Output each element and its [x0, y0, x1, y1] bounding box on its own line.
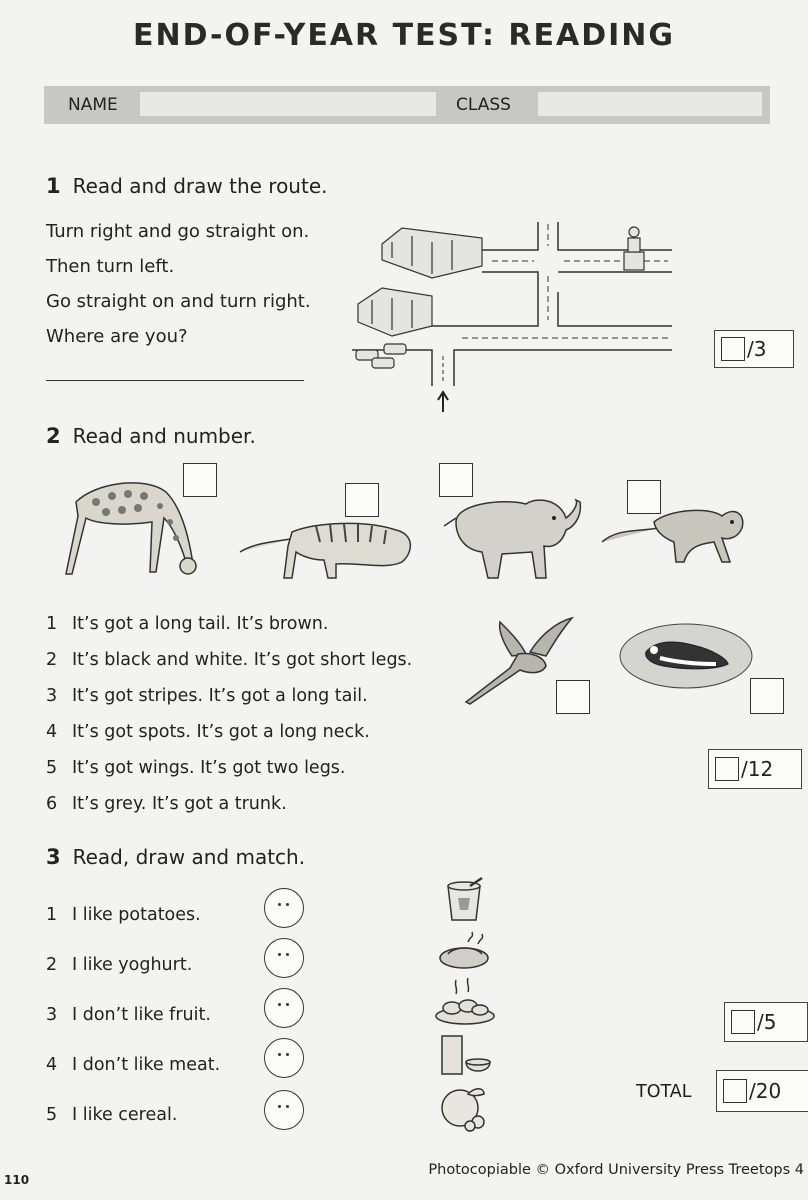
- section3-score-max: /5: [757, 1010, 777, 1034]
- list-item: 3 I don’t like fruit.: [46, 1005, 211, 1025]
- penguin-icon: [616, 618, 756, 692]
- yoghurt-icon: [440, 876, 488, 924]
- section1-heading-text: Read and draw the route.: [72, 174, 328, 198]
- tiger-number-box[interactable]: [345, 483, 379, 517]
- page-number: 110: [4, 1173, 30, 1187]
- total-score-max: /20: [749, 1079, 782, 1103]
- section2-list: [46, 606, 412, 822]
- list-item: 5 I like cereal.: [46, 1105, 178, 1125]
- giraffe-number-box[interactable]: [183, 463, 217, 497]
- score-entry-box[interactable]: [721, 337, 745, 361]
- tiger-icon: [236, 512, 416, 582]
- section3-list: [46, 890, 220, 1140]
- face-to-draw[interactable]: [264, 888, 304, 928]
- elephant-icon: [442, 492, 582, 582]
- section1-score-box[interactable]: [714, 330, 794, 368]
- monkey-number-box[interactable]: [627, 480, 661, 514]
- penguin-number-box[interactable]: [750, 678, 784, 714]
- street-map: [352, 216, 682, 416]
- instruction-line: Then turn left.: [46, 256, 175, 277]
- monkey-icon: [598, 492, 748, 570]
- statue-icon: [624, 227, 644, 270]
- list-item: 1 It’s got a long tail. It’s brown.: [46, 614, 329, 634]
- name-label: NAME: [68, 95, 118, 115]
- list-item: 3 It’s got stripes. It’s got a long tail.: [46, 686, 368, 706]
- section3-number: 3: [46, 845, 61, 869]
- score-entry-box[interactable]: [723, 1079, 747, 1103]
- section3-score-box[interactable]: [724, 1002, 808, 1042]
- list-item: 4 It’s got spots. It’s got a long neck.: [46, 722, 370, 742]
- list-item: 4 I don’t like meat.: [46, 1055, 221, 1075]
- cereal-icon: [438, 1032, 494, 1078]
- copyright-notice: Photocopiable © Oxford University Press Treetops 4: [428, 1162, 804, 1178]
- face-to-draw[interactable]: [264, 938, 304, 978]
- instruction-line: Go straight on and turn right.: [46, 291, 311, 312]
- section2-score-box[interactable]: [708, 749, 802, 789]
- list-item: 6 It’s grey. It’s got a trunk.: [46, 794, 287, 814]
- list-item: 1 I like potatoes.: [46, 905, 201, 925]
- instruction-line: Where are you?: [46, 326, 188, 347]
- cars-icon: [356, 344, 406, 368]
- city-buildings-icon: [358, 228, 482, 336]
- meat-icon: [438, 930, 492, 974]
- list-item: 5 It’s got wings. It’s got two legs.: [46, 758, 346, 778]
- section3-heading-text: Read, draw and match.: [72, 845, 306, 869]
- section2-heading: [46, 424, 256, 448]
- total-label: TOTAL: [636, 1082, 692, 1102]
- section2-number: 2: [46, 424, 61, 448]
- potatoes-icon: [434, 978, 496, 1026]
- list-item: 2 It’s black and white. It’s got short legs.: [46, 650, 413, 670]
- face-to-draw[interactable]: [264, 988, 304, 1028]
- class-field[interactable]: [538, 92, 762, 116]
- section1-instructions: [46, 214, 311, 354]
- section1-score-max: /3: [747, 337, 767, 361]
- section1-heading: [46, 174, 328, 198]
- elephant-number-box[interactable]: [439, 463, 473, 497]
- name-field[interactable]: [140, 92, 436, 116]
- fruit-icon: [438, 1084, 490, 1132]
- answer-line[interactable]: [46, 380, 304, 381]
- section2-heading-text: Read and number.: [72, 424, 256, 448]
- section2-score-max: /12: [741, 757, 774, 781]
- parrot-number-box[interactable]: [556, 680, 590, 714]
- score-entry-box[interactable]: [731, 1010, 755, 1034]
- face-to-draw[interactable]: [264, 1090, 304, 1130]
- instruction-line: Turn right and go straight on.: [46, 221, 310, 242]
- name-class-bar: [44, 86, 770, 124]
- total-score-box[interactable]: [716, 1070, 808, 1112]
- list-item: 2 I like yoghurt.: [46, 955, 193, 975]
- face-to-draw[interactable]: [264, 1038, 304, 1078]
- start-arrow-icon: [438, 392, 448, 412]
- score-entry-box[interactable]: [715, 757, 739, 781]
- class-label: CLASS: [456, 95, 511, 115]
- section3-heading: [46, 845, 305, 869]
- section1-number: 1: [46, 174, 61, 198]
- page-title: END-OF-YEAR TEST: READING: [132, 18, 676, 53]
